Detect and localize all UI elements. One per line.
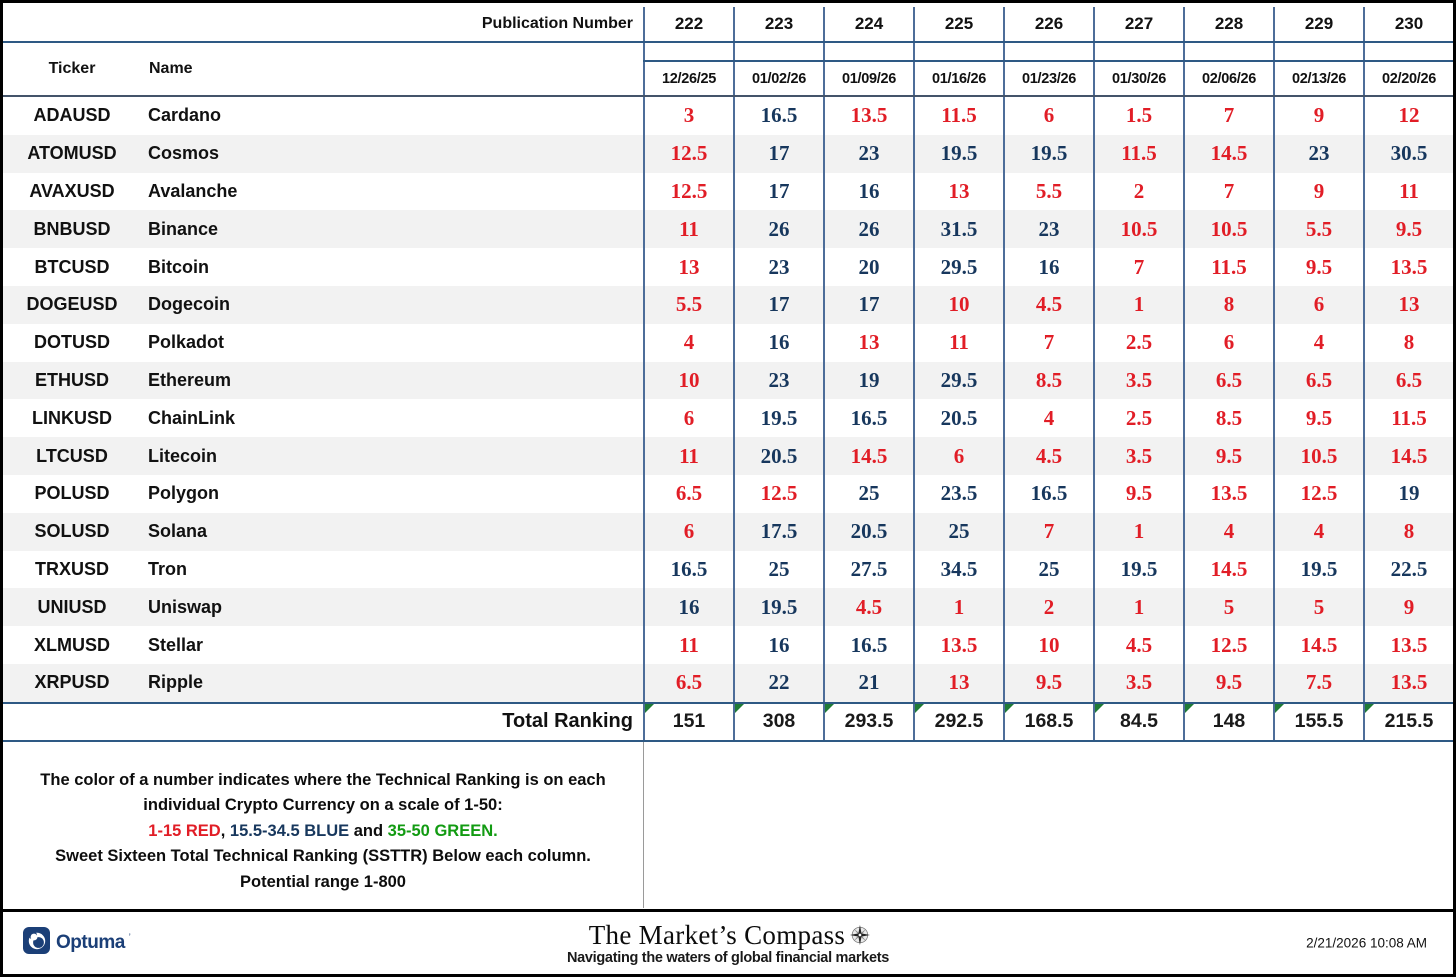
- total-ranking-row: [3, 702, 1453, 742]
- ranking-value-cell: 1: [1093, 513, 1183, 551]
- ticker-cell: ADAUSD: [33, 105, 111, 126]
- legend-green-range: 35-50 GREEN.: [387, 821, 498, 840]
- spacer-cell: [733, 43, 823, 60]
- legend-intro: The color of a number indicates where the Technical Ranking is on each individual Crypto Currency on a scale of 1-50:: [40, 770, 606, 815]
- ranking-value-cell: 19.5: [913, 135, 1003, 173]
- ranking-value-cell: 31.5: [913, 210, 1003, 248]
- ranking-value-cell: 6.5: [643, 475, 733, 513]
- legend-sep1: ,: [220, 821, 230, 840]
- date-header: 01/16/26: [913, 62, 1003, 95]
- ranking-value-cell: 9: [1273, 97, 1363, 135]
- ranking-value-cell: 14.5: [1273, 626, 1363, 664]
- ranking-value-cell: 6: [1183, 324, 1273, 362]
- date-header: 01/09/26: [823, 62, 913, 95]
- ranking-value-cell: 11.5: [1183, 248, 1273, 286]
- ranking-value-cell: 22.5: [1363, 551, 1453, 589]
- ranking-value-cell: 13.5: [1363, 664, 1453, 702]
- table-row: [3, 664, 1453, 702]
- name-cell: Polygon: [148, 483, 219, 504]
- green-triangle-marker: [1005, 704, 1014, 713]
- total-ranking-value: 215.5: [1363, 704, 1453, 740]
- table-row: [3, 135, 1453, 173]
- ranking-value-cell: 16: [733, 626, 823, 664]
- ranking-value-cell: 12.5: [1183, 626, 1273, 664]
- date-header: 01/02/26: [733, 62, 823, 95]
- dates-header: [643, 43, 1453, 95]
- ranking-value-cell: 13: [913, 664, 1003, 702]
- total-ranking-value: 84.5: [1093, 704, 1183, 740]
- masthead-tagline: Navigating the waters of global financial markets: [566, 950, 890, 966]
- ranking-value-cell: 2: [1093, 173, 1183, 211]
- ranking-value-cell: 11: [643, 437, 733, 475]
- ranking-value-cell: 8: [1363, 513, 1453, 551]
- ticker-cell: SOLUSD: [34, 521, 110, 542]
- name-cell: Polkadot: [148, 332, 225, 353]
- ranking-value-cell: 11: [643, 626, 733, 664]
- ranking-value-cell: 8.5: [1183, 399, 1273, 437]
- ranking-value-cell: 13: [1363, 286, 1453, 324]
- ticker-column-header: Ticker: [48, 60, 96, 77]
- ranking-value-cell: 20.5: [913, 399, 1003, 437]
- name-cell: Ethereum: [148, 369, 232, 390]
- ranking-value-cell: 19: [823, 362, 913, 400]
- ranking-value-cell: 6: [1003, 97, 1093, 135]
- ranking-value-cell: 13: [643, 248, 733, 286]
- legend-zone: [3, 742, 1453, 908]
- ranking-value-cell: 14.5: [1363, 437, 1453, 475]
- ranking-value-cell: 9.5: [1363, 210, 1453, 248]
- spacer-cell: [1363, 43, 1453, 60]
- ranking-value-cell: 4: [1273, 513, 1363, 551]
- total-ranking-values: [643, 704, 1453, 740]
- table-row: [3, 475, 1453, 513]
- table-row: [3, 324, 1453, 362]
- publication-number: 226: [1003, 7, 1093, 41]
- total-ranking-value: 151: [643, 704, 733, 740]
- ranking-table-body: [3, 97, 1453, 702]
- masthead-title: The Market’s Compass: [588, 920, 846, 950]
- ranking-value-cell: 14.5: [1183, 135, 1273, 173]
- ranking-value-cell: 17: [823, 286, 913, 324]
- ranking-value-cell: 10.5: [1273, 437, 1363, 475]
- ranking-value-cell: 34.5: [913, 551, 1003, 589]
- ranking-value-cell: 7: [1183, 97, 1273, 135]
- ticker-cell: DOGEUSD: [26, 294, 118, 315]
- ticker-cell: TRXUSD: [34, 558, 109, 579]
- ranking-value-cell: 14.5: [823, 437, 913, 475]
- ranking-value-cell: 7: [1003, 513, 1093, 551]
- ranking-value-cell: 13.5: [1363, 248, 1453, 286]
- ranking-value-cell: 11: [643, 210, 733, 248]
- ticker-cell: XRPUSD: [34, 672, 110, 693]
- legend-red-range: 1-15 RED: [148, 821, 221, 840]
- ranking-value-cell: 9.5: [1183, 437, 1273, 475]
- name-column-header: Name: [149, 60, 193, 77]
- ranking-value-cell: 17: [733, 173, 823, 211]
- ranking-value-cell: 12.5: [643, 173, 733, 211]
- green-triangle-marker: [825, 704, 834, 713]
- ranking-value-cell: 4.5: [1003, 286, 1093, 324]
- ticker-name-header: [3, 43, 643, 95]
- ranking-value-cell: 16: [823, 173, 913, 211]
- ticker-cell: AVAXUSD: [29, 180, 115, 201]
- name-cell: Avalanche: [148, 180, 238, 201]
- name-cell: Stellar: [148, 634, 204, 655]
- name-cell: ChainLink: [148, 407, 236, 428]
- spacer-cell: [913, 43, 1003, 60]
- ranking-value-cell: 9.5: [1003, 664, 1093, 702]
- ranking-value-cell: 13.5: [823, 97, 913, 135]
- ticker-cell: XLMUSD: [34, 634, 110, 655]
- ranking-value-cell: 3.5: [1093, 664, 1183, 702]
- date-header: 02/06/26: [1183, 62, 1273, 95]
- ranking-value-cell: 5.5: [1273, 210, 1363, 248]
- total-ranking-value: 292.5: [913, 704, 1003, 740]
- ranking-value-cell: 29.5: [913, 248, 1003, 286]
- ranking-value-cell: 13.5: [1183, 475, 1273, 513]
- name-cell: Uniswap: [148, 596, 223, 617]
- ranking-value-cell: 12.5: [643, 135, 733, 173]
- ranking-value-cell: 1.5: [1093, 97, 1183, 135]
- ranking-value-cell: 6.5: [1273, 362, 1363, 400]
- ranking-value-cell: 11.5: [1363, 399, 1453, 437]
- legend-ssttr: Sweet Sixteen Total Technical Ranking (SSTTR) Below each column.: [55, 847, 591, 866]
- ranking-value-cell: 16.5: [643, 551, 733, 589]
- ranking-value-cell: 7: [1003, 324, 1093, 362]
- green-triangle-marker: [735, 704, 744, 713]
- publication-number: 228: [1183, 7, 1273, 41]
- ranking-value-cell: 13.5: [1363, 626, 1453, 664]
- ticker-cell: BTCUSD: [34, 256, 110, 277]
- publication-header-row: [3, 7, 1453, 41]
- ranking-value-cell: 2.5: [1093, 324, 1183, 362]
- publication-number: 229: [1273, 7, 1363, 41]
- ranking-value-cell: 6: [913, 437, 1003, 475]
- ranking-value-cell: 3: [643, 97, 733, 135]
- ranking-value-cell: 7.5: [1273, 664, 1363, 702]
- ticker-cell: LINKUSD: [32, 407, 112, 428]
- ranking-value-cell: 16.5: [1003, 475, 1093, 513]
- name-cell: Dogecoin: [148, 294, 231, 315]
- date-header: 01/23/26: [1003, 62, 1093, 95]
- green-triangle-marker: [645, 704, 654, 713]
- ranking-value-cell: 4: [643, 324, 733, 362]
- publication-number: 223: [733, 7, 823, 41]
- ticker-cell: POLUSD: [34, 483, 110, 504]
- name-cell: Cardano: [148, 105, 222, 126]
- ranking-value-cell: 1: [1093, 588, 1183, 626]
- ranking-value-cell: 17.5: [733, 513, 823, 551]
- date-header: 12/26/25: [643, 62, 733, 95]
- spacer-cell: [643, 43, 733, 60]
- report-timestamp: 2/21/2026 10:08 AM: [1306, 935, 1427, 951]
- ranking-value-cell: 23.5: [913, 475, 1003, 513]
- table-row: [3, 513, 1453, 551]
- ranking-value-cell: 26: [823, 210, 913, 248]
- green-triangle-marker: [1095, 704, 1104, 713]
- table-row: [3, 437, 1453, 475]
- ticker-cell: LTCUSD: [36, 445, 108, 466]
- ranking-value-cell: 23: [733, 248, 823, 286]
- ranking-value-cell: 20.5: [733, 437, 823, 475]
- ranking-value-cell: 10.5: [1183, 210, 1273, 248]
- table-row: [3, 551, 1453, 589]
- legend-text-block: [3, 742, 644, 908]
- ranking-value-cell: 5.5: [643, 286, 733, 324]
- total-ranking-value: 155.5: [1273, 704, 1363, 740]
- ranking-value-cell: 5: [1273, 588, 1363, 626]
- ranking-value-cell: 27.5: [823, 551, 913, 589]
- ranking-value-cell: 16: [643, 588, 733, 626]
- ranking-value-cell: 17: [733, 135, 823, 173]
- ranking-value-cell: 6: [1273, 286, 1363, 324]
- table-row: [3, 173, 1453, 211]
- column-header-row: [3, 43, 1453, 95]
- total-ranking-label: Total Ranking: [502, 710, 633, 733]
- total-ranking-value: 293.5: [823, 704, 913, 740]
- ranking-value-cell: 23: [1003, 210, 1093, 248]
- ranking-value-cell: 13.5: [913, 626, 1003, 664]
- ranking-value-cell: 6: [643, 399, 733, 437]
- ranking-value-cell: 11: [1363, 173, 1453, 211]
- name-cell: Solana: [148, 521, 208, 542]
- legend-empty-area: [644, 742, 1453, 908]
- ticker-cell: UNIUSD: [37, 596, 107, 617]
- ranking-value-cell: 3.5: [1093, 362, 1183, 400]
- name-cell: Tron: [148, 558, 187, 579]
- publication-numbers: [643, 7, 1453, 41]
- table-row: [3, 286, 1453, 324]
- ranking-value-cell: 5.5: [1003, 173, 1093, 211]
- total-ranking-value: 308: [733, 704, 823, 740]
- ranking-value-cell: 19.5: [1093, 551, 1183, 589]
- table-row: [3, 362, 1453, 400]
- ticker-cell: BNBUSD: [33, 218, 111, 239]
- ranking-value-cell: 4.5: [823, 588, 913, 626]
- date-header: 02/13/26: [1273, 62, 1363, 95]
- ranking-value-cell: 19.5: [1003, 135, 1093, 173]
- table-row: [3, 626, 1453, 664]
- spacer-cell: [823, 43, 913, 60]
- ranking-value-cell: 16.5: [823, 626, 913, 664]
- ranking-value-cell: 16: [1003, 248, 1093, 286]
- date-header: 02/20/26: [1363, 62, 1453, 95]
- ranking-value-cell: 20.5: [823, 513, 913, 551]
- publication-number-label: Publication Number: [481, 15, 633, 32]
- ranking-value-cell: 9.5: [1273, 248, 1363, 286]
- ranking-value-cell: 16.5: [823, 399, 913, 437]
- name-cell: Ripple: [148, 672, 204, 693]
- green-triangle-marker: [1185, 704, 1194, 713]
- ranking-value-cell: 6.5: [643, 664, 733, 702]
- ranking-value-cell: 2.5: [1093, 399, 1183, 437]
- ranking-value-cell: 1: [1093, 286, 1183, 324]
- ranking-value-cell: 23: [1273, 135, 1363, 173]
- compass-rose-icon: [849, 922, 871, 952]
- ranking-value-cell: 9.5: [1183, 664, 1273, 702]
- green-triangle-marker: [1365, 704, 1374, 713]
- ranking-value-cell: 13: [913, 173, 1003, 211]
- table-row: [3, 588, 1453, 626]
- ranking-value-cell: 7: [1183, 173, 1273, 211]
- publication-number: 230: [1363, 7, 1453, 41]
- ranking-value-cell: 19.5: [733, 399, 823, 437]
- ranking-value-cell: 19: [1363, 475, 1453, 513]
- footer: [3, 909, 1453, 974]
- ranking-value-cell: 9: [1273, 173, 1363, 211]
- table-row: [3, 210, 1453, 248]
- ticker-cell: ATOMUSD: [27, 143, 117, 164]
- ticker-cell: ETHUSD: [34, 369, 109, 390]
- footer-masthead: [567, 920, 889, 966]
- ranking-value-cell: 30.5: [1363, 135, 1453, 173]
- spacer-row: [643, 43, 1453, 62]
- ranking-value-cell: 6.5: [1363, 362, 1453, 400]
- publication-number: 227: [1093, 7, 1183, 41]
- ranking-value-cell: 2: [1003, 588, 1093, 626]
- publication-number: 225: [913, 7, 1003, 41]
- publication-number: 222: [643, 7, 733, 41]
- green-triangle-marker: [1275, 704, 1284, 713]
- ranking-value-cell: 25: [823, 475, 913, 513]
- green-triangle-marker: [915, 704, 924, 713]
- total-ranking-value: 168.5: [1003, 704, 1093, 740]
- ranking-value-cell: 4.5: [1093, 626, 1183, 664]
- ranking-value-cell: 4: [1003, 399, 1093, 437]
- spacer-cell: [1003, 43, 1093, 60]
- ranking-value-cell: 1: [913, 588, 1003, 626]
- ranking-value-cell: 13: [823, 324, 913, 362]
- date-header: 01/30/26: [1093, 62, 1183, 95]
- ranking-value-cell: 29.5: [913, 362, 1003, 400]
- name-cell: Binance: [148, 218, 219, 239]
- ticker-cell: DOTUSD: [34, 332, 110, 353]
- ranking-value-cell: 8: [1183, 286, 1273, 324]
- ranking-value-cell: 22: [733, 664, 823, 702]
- publication-number: 224: [823, 7, 913, 41]
- spacer-cell: [1273, 43, 1363, 60]
- spacer-cell: [1183, 43, 1273, 60]
- ranking-value-cell: 16.5: [733, 97, 823, 135]
- ranking-value-cell: 3.5: [1093, 437, 1183, 475]
- ranking-value-cell: 12.5: [1273, 475, 1363, 513]
- total-ranking-value: 148: [1183, 704, 1273, 740]
- ranking-value-cell: 7: [1093, 248, 1183, 286]
- ranking-value-cell: 23: [733, 362, 823, 400]
- ranking-value-cell: 10.5: [1093, 210, 1183, 248]
- table-row: [3, 248, 1453, 286]
- ranking-value-cell: 4: [1183, 513, 1273, 551]
- ranking-value-cell: 9.5: [1273, 399, 1363, 437]
- optuma-logo-icon: [23, 927, 50, 959]
- ranking-value-cell: 19.5: [1273, 551, 1363, 589]
- ranking-value-cell: 8.5: [1003, 362, 1093, 400]
- name-cell: Bitcoin: [148, 256, 209, 277]
- ranking-value-cell: 4: [1273, 324, 1363, 362]
- ranking-value-cell: 12.5: [733, 475, 823, 513]
- ranking-value-cell: 10: [643, 362, 733, 400]
- name-cell: Cosmos: [148, 143, 220, 164]
- ranking-value-cell: 9: [1363, 588, 1453, 626]
- ranking-value-cell: 10: [913, 286, 1003, 324]
- optuma-brand: [23, 927, 133, 959]
- ranking-value-cell: 9.5: [1093, 475, 1183, 513]
- ranking-value-cell: 17: [733, 286, 823, 324]
- optuma-brand-name: Optuma: [56, 932, 125, 953]
- ranking-value-cell: 25: [913, 513, 1003, 551]
- ranking-value-cell: 6.5: [1183, 362, 1273, 400]
- legend-blue-range: 15.5-34.5 BLUE: [229, 821, 350, 840]
- ranking-value-cell: 5: [1183, 588, 1273, 626]
- optuma-trademark: ’: [128, 932, 131, 942]
- ranking-value-cell: 6: [643, 513, 733, 551]
- ranking-value-cell: 19.5: [733, 588, 823, 626]
- ranking-value-cell: 10: [1003, 626, 1093, 664]
- name-cell: Litecoin: [148, 445, 218, 466]
- ranking-value-cell: 25: [733, 551, 823, 589]
- ranking-value-cell: 23: [823, 135, 913, 173]
- dates-row: [643, 62, 1453, 95]
- legend-sep2: and: [349, 821, 388, 840]
- ranking-value-cell: 16: [733, 324, 823, 362]
- ranking-value-cell: 26: [733, 210, 823, 248]
- ranking-value-cell: 11: [913, 324, 1003, 362]
- table-row: [3, 399, 1453, 437]
- ranking-value-cell: 11.5: [1093, 135, 1183, 173]
- legend-range: Potential range 1-800: [240, 872, 406, 891]
- ranking-value-cell: 20: [823, 248, 913, 286]
- ranking-value-cell: 14.5: [1183, 551, 1273, 589]
- ranking-value-cell: 8: [1363, 324, 1453, 362]
- spacer-cell: [1093, 43, 1183, 60]
- ranking-value-cell: 25: [1003, 551, 1093, 589]
- ranking-value-cell: 21: [823, 664, 913, 702]
- ranking-value-cell: 11.5: [913, 97, 1003, 135]
- ranking-value-cell: 4.5: [1003, 437, 1093, 475]
- ranking-value-cell: 12: [1363, 97, 1453, 135]
- table-row: [3, 97, 1453, 135]
